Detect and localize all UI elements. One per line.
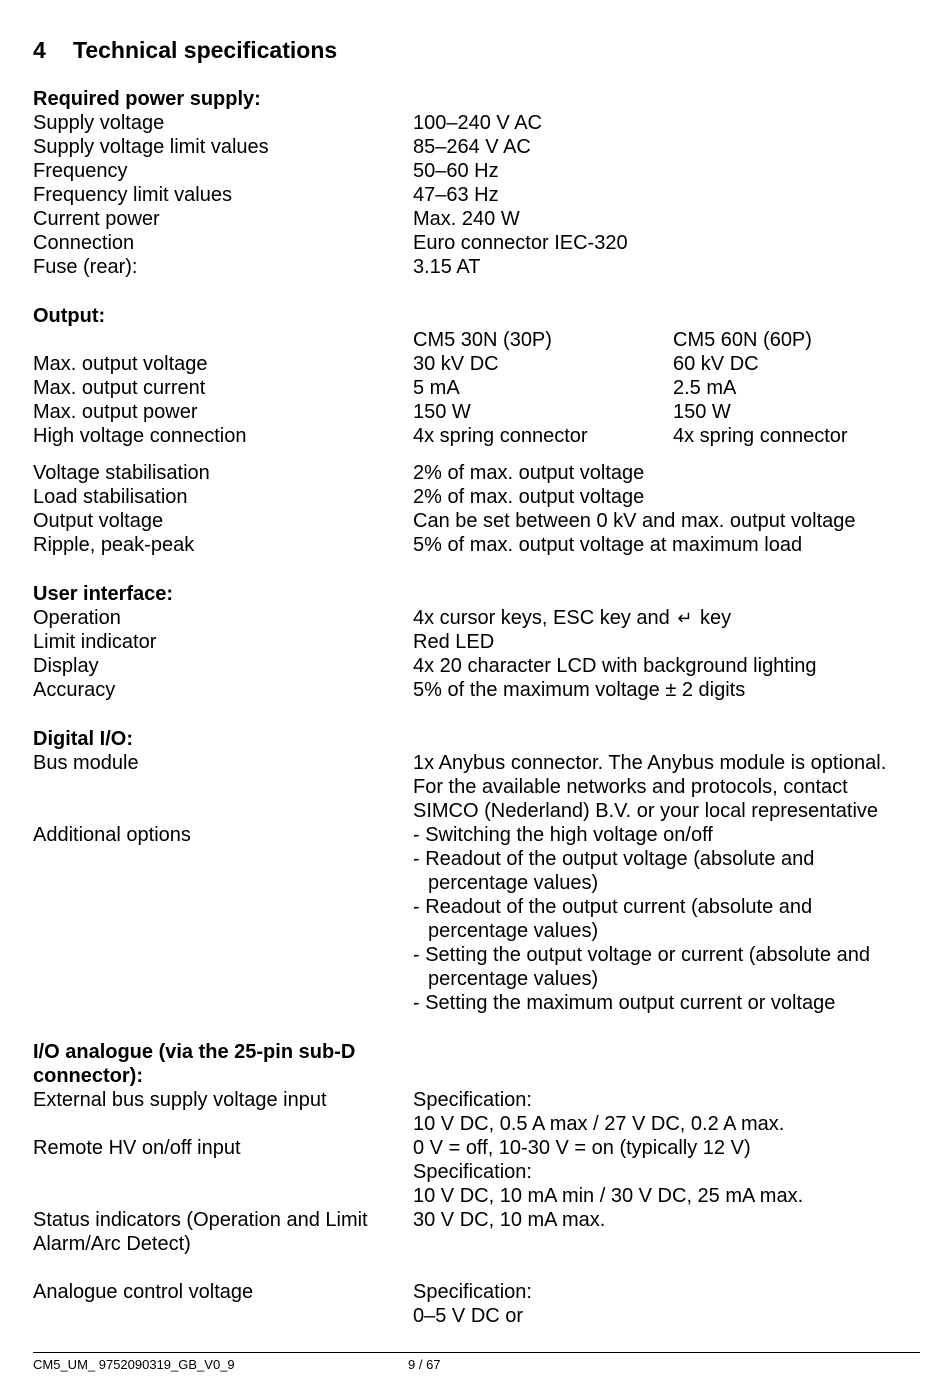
value-line: percentage values) xyxy=(428,872,599,894)
spec-value xyxy=(413,606,923,630)
value-line: 10 V DC, 10 mA min / 30 V DC, 25 mA max. xyxy=(413,1185,804,1207)
analogue-heading-line: I/O analogue (via the 25-pin sub-D xyxy=(33,1041,356,1063)
value-line: For the available networks and protocols, contact xyxy=(413,776,848,798)
spec-label: Fuse (rear): xyxy=(33,256,138,278)
analogue-io-heading xyxy=(33,1040,923,1088)
spec-value: Can be set between 0 kV and max. output voltage xyxy=(413,510,856,532)
value-line: - Setting the maximum output current or voltage xyxy=(413,992,836,1014)
status-label-line: Status indicators (Operation and Limit xyxy=(33,1209,368,1231)
spec-label: Limit indicator xyxy=(33,631,157,653)
spec-label: Frequency limit values xyxy=(33,184,232,206)
value-line: 10 V DC, 0.5 A max / 27 V DC, 0.2 A max. xyxy=(413,1113,785,1135)
spec-row xyxy=(33,485,923,509)
status-label-line: Alarm/Arc Detect) xyxy=(33,1233,191,1255)
operation-text-end: key xyxy=(700,607,732,629)
value-line: - Readout of the output current (absolute and xyxy=(413,896,813,918)
spec-row xyxy=(33,509,923,533)
spec-value: 50–60 Hz xyxy=(413,160,499,182)
spec-value: 5% of the maximum voltage ± 2 digits xyxy=(413,679,746,701)
spec-label: Ripple, peak-peak xyxy=(33,534,195,556)
spec-row xyxy=(33,207,923,231)
value-line: - Setting the output voltage or current (absolute and xyxy=(413,944,870,966)
output-column-headers xyxy=(33,328,923,352)
spec-row xyxy=(33,678,923,702)
value-line: 0 V = off, 10-30 V = on (typically 12 V) xyxy=(413,1137,751,1159)
spec-label: Load stabilisation xyxy=(33,486,188,508)
spec-row xyxy=(33,461,923,485)
output-section xyxy=(33,304,923,557)
spec-label: Output voltage xyxy=(33,510,164,532)
spec-label: Bus module xyxy=(33,752,139,774)
spec-label: Remote HV on/off input xyxy=(33,1137,241,1159)
spec-label: Frequency xyxy=(33,160,128,182)
model-30-value: 30 kV DC xyxy=(413,353,499,375)
spec-row xyxy=(33,376,923,400)
spec-value: 85–264 V AC xyxy=(413,136,531,158)
model-30-value: 4x spring connector xyxy=(413,425,588,447)
spec-label: Max. output current xyxy=(33,377,206,399)
page-footer xyxy=(33,1352,920,1372)
spec-label: Display xyxy=(33,655,99,677)
spec-row xyxy=(33,1208,923,1256)
analogue-heading-line: connector): xyxy=(33,1065,143,1087)
spec-value: 30 V DC, 10 mA max. xyxy=(413,1209,606,1231)
value-line: - Switching the high voltage on/off xyxy=(413,824,713,846)
page-title xyxy=(33,34,923,70)
spec-label: Connection xyxy=(33,232,135,254)
spec-row xyxy=(33,823,923,1015)
spec-label: High voltage connection xyxy=(33,425,247,447)
spec-row xyxy=(33,1280,923,1328)
value-line: Specification: xyxy=(413,1281,532,1303)
spec-value: Red LED xyxy=(413,631,495,653)
spec-value xyxy=(413,1088,923,1136)
spec-row xyxy=(33,255,923,279)
spec-value: 3.15 AT xyxy=(413,256,481,278)
spec-value xyxy=(413,1280,923,1328)
spec-row xyxy=(33,135,923,159)
model-30-value: 150 W xyxy=(413,401,471,423)
model-60-value: 60 kV DC xyxy=(673,353,759,375)
section-title: Technical specifications xyxy=(73,37,338,63)
spec-label: Analogue control voltage xyxy=(33,1281,254,1303)
spec-value: 2% of max. output voltage xyxy=(413,462,645,484)
enter-key-icon: ↵ xyxy=(677,608,693,628)
digital-io-heading: Digital I/O: xyxy=(33,728,133,750)
spec-label: External bus supply voltage input xyxy=(33,1089,327,1111)
digital-io-section xyxy=(33,727,923,1015)
value-line: - Readout of the output voltage (absolute and xyxy=(413,848,815,870)
value-line: Specification: xyxy=(413,1161,532,1183)
value-line: SIMCO (Nederland) B.V. or your local representative xyxy=(413,800,879,822)
spec-row xyxy=(33,424,923,448)
spec-label xyxy=(33,1208,413,1256)
spec-value xyxy=(413,823,923,1015)
spec-label: Voltage stabilisation xyxy=(33,462,210,484)
model-60-value: 150 W xyxy=(673,401,731,423)
spec-label: Supply voltage xyxy=(33,112,165,134)
model-60-value: 4x spring connector xyxy=(673,425,848,447)
value-line: 1x Anybus connector. The Anybus module is optional. xyxy=(413,752,887,774)
spec-label: Additional options xyxy=(33,824,191,846)
model-30-header: CM5 30N (30P) xyxy=(413,329,552,351)
spec-row xyxy=(33,1136,923,1208)
operation-text: 4x cursor keys, ESC key and xyxy=(413,607,670,629)
value-line: percentage values) xyxy=(428,968,599,990)
spec-label: Current power xyxy=(33,208,160,230)
spec-row xyxy=(33,400,923,424)
spec-value: 47–63 Hz xyxy=(413,184,499,206)
value-line: percentage values) xyxy=(428,920,599,942)
spec-value xyxy=(413,1136,923,1208)
spec-label: Accuracy xyxy=(33,679,116,701)
spec-label: Operation xyxy=(33,607,121,629)
section-number: 4 xyxy=(33,37,46,63)
spec-label: Max. output power xyxy=(33,401,198,423)
value-line: 0–5 V DC or xyxy=(413,1305,524,1327)
power-supply-heading: Required power supply: xyxy=(33,88,261,110)
spec-value: Max. 240 W xyxy=(413,208,520,230)
spec-value: Euro connector IEC-320 xyxy=(413,232,628,254)
spec-value: 2% of max. output voltage xyxy=(413,486,645,508)
output-heading: Output: xyxy=(33,305,106,327)
model-60-header: CM5 60N (60P) xyxy=(673,329,812,351)
value-line: Specification: xyxy=(413,1089,532,1111)
model-30-value: 5 mA xyxy=(413,377,460,399)
spec-row xyxy=(33,1088,923,1136)
spec-row xyxy=(33,231,923,255)
spec-label: Max. output voltage xyxy=(33,353,208,375)
spec-value: 5% of max. output voltage at maximum load xyxy=(413,534,803,556)
spec-row xyxy=(33,630,923,654)
document-id: CM5_UM_ 9752090319_GB_V0_9 xyxy=(33,1357,235,1372)
spec-row xyxy=(33,159,923,183)
spec-value: 100–240 V AC xyxy=(413,112,542,134)
analogue-io-section xyxy=(33,1040,923,1328)
page-number: 9 / 67 xyxy=(408,1357,441,1372)
spec-row xyxy=(33,352,923,376)
spec-label: Supply voltage limit values xyxy=(33,136,269,158)
user-interface-heading: User interface: xyxy=(33,583,174,605)
spec-row xyxy=(33,751,923,823)
model-60-value: 2.5 mA xyxy=(673,377,737,399)
spec-row xyxy=(33,111,923,135)
spec-row xyxy=(33,606,923,630)
user-interface-section xyxy=(33,582,923,702)
spec-row xyxy=(33,654,923,678)
power-supply-section xyxy=(33,87,923,279)
spec-value xyxy=(413,751,923,823)
spec-row xyxy=(33,183,923,207)
page xyxy=(33,34,923,1328)
spec-value: 4x 20 character LCD with background lighting xyxy=(413,655,817,677)
spec-row xyxy=(33,533,923,557)
